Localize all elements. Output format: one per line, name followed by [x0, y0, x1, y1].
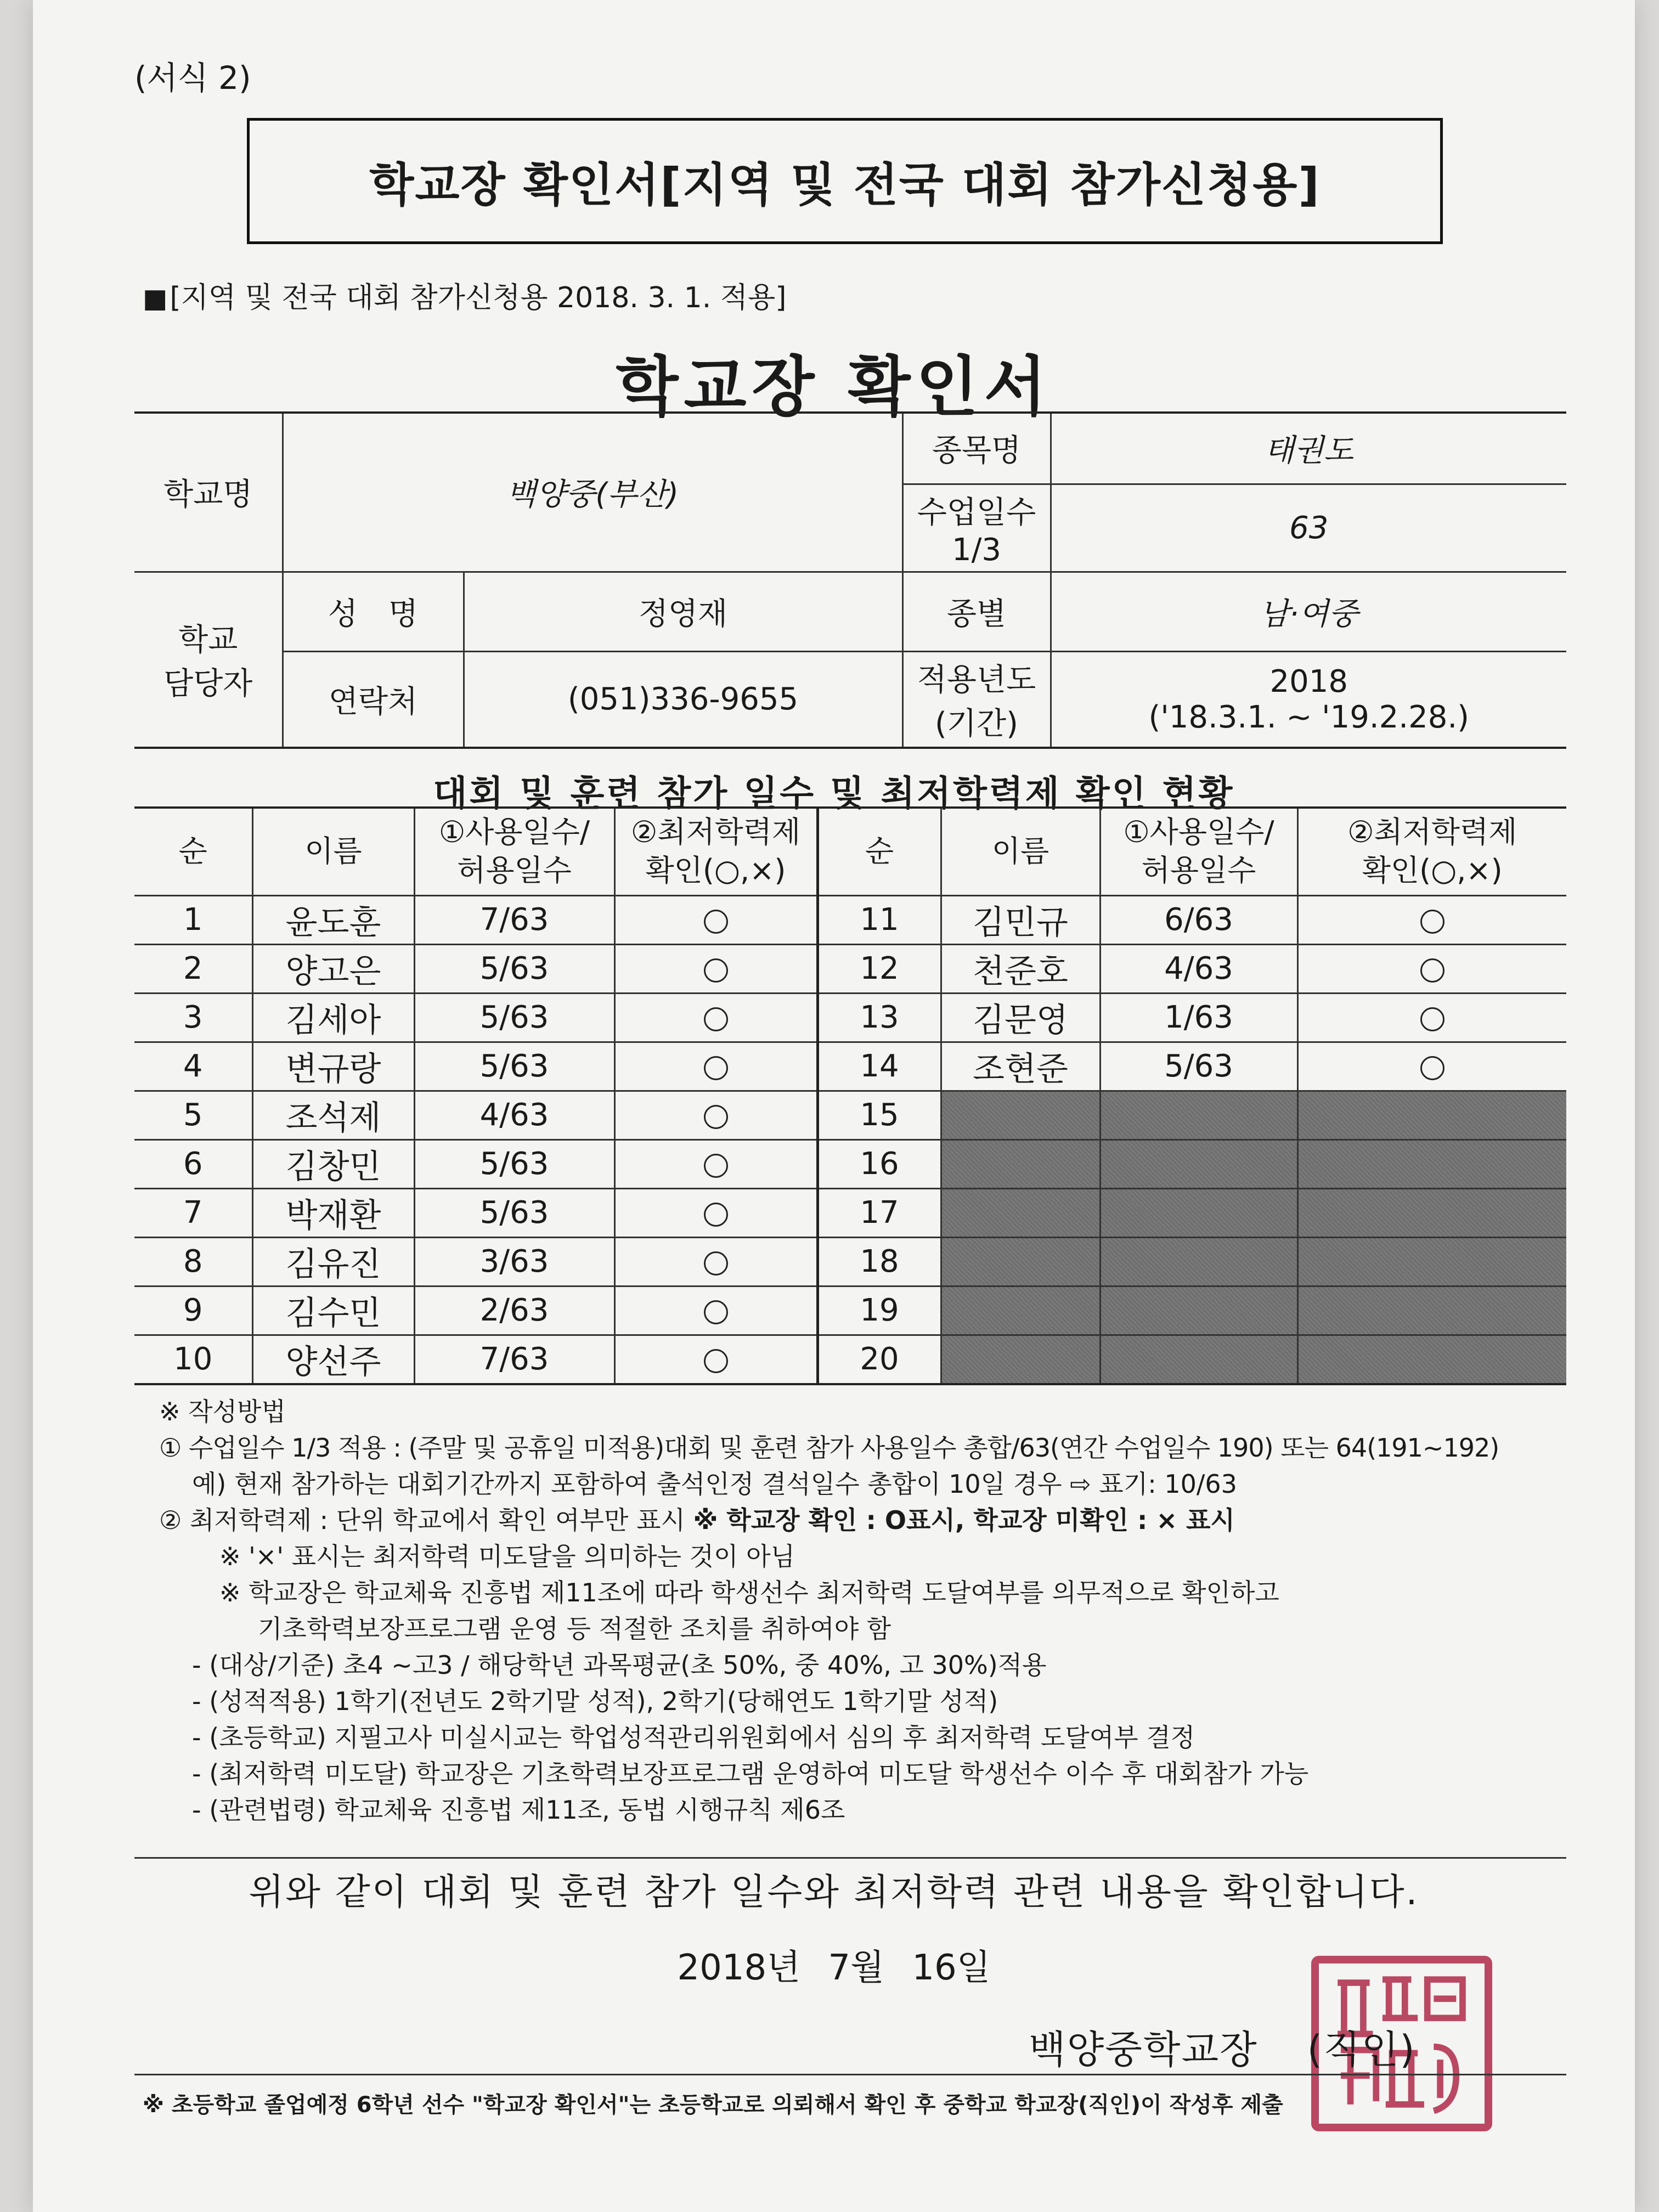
note-dash-1: - (대상/기준) 초4 ~고3 / 해당학년 과목평균(초 50%, 중 40%, 고 30%)적용 — [192, 1650, 1047, 1680]
shaded-cell — [1297, 1091, 1566, 1139]
min-academic-check — [614, 1335, 817, 1384]
header-days-1: ①사용일수/ — [438, 815, 590, 850]
student-name: 조현준 — [941, 1042, 1100, 1091]
min-academic-check — [614, 1139, 817, 1188]
min-academic-check — [1297, 993, 1566, 1042]
days-used: 5/63 — [414, 944, 614, 993]
header-name: 이름 — [252, 808, 414, 895]
min-academic-check — [1297, 944, 1566, 993]
signer-name: 백양중학교장 — [1029, 2027, 1258, 2072]
roster-header-row — [134, 808, 1566, 895]
shaded-cell — [941, 1237, 1100, 1286]
student-name: 양선주 — [252, 1335, 414, 1384]
row-no: 7 — [134, 1188, 252, 1237]
row-no: 15 — [817, 1091, 941, 1139]
row-no: 14 — [817, 1042, 941, 1091]
year-label-1: 적용년도 — [917, 662, 1036, 698]
note-dash-5: - (관련법령) 학교체육 진흥법 제11조, 동법 시행규칙 제6조 — [192, 1795, 845, 1825]
min-academic-check — [614, 1237, 817, 1286]
circle-mark-icon — [704, 1203, 728, 1227]
days-used: 5/63 — [414, 1188, 614, 1237]
row-no: 3 — [134, 993, 252, 1042]
note-2 — [159, 1502, 1564, 1538]
applies-text: [지역 및 전국 대회 참가신청용 2018. 3. 1. 적용] — [170, 281, 787, 314]
min-academic-check — [614, 1286, 817, 1335]
header-check-2: 확인(○,×) — [645, 853, 786, 888]
header-check-right-1: ②최저학력제 — [1347, 815, 1517, 850]
table-row — [134, 1091, 1566, 1139]
student-name: 김세아 — [252, 993, 414, 1042]
days-used: 7/63 — [414, 895, 614, 944]
note-2-plain: ② 최저학력제 : 단위 학교에서 확인 여부만 표시 — [159, 1505, 693, 1535]
student-name: 변규랑 — [252, 1042, 414, 1091]
header-name-right: 이름 — [941, 808, 1100, 895]
shaded-cell — [1100, 1091, 1297, 1139]
table-row — [134, 1335, 1566, 1384]
days-used: 6/63 — [1100, 895, 1297, 944]
confirmation-text: 위와 같이 대회 및 훈련 참가 일수와 최저학력 관련 내용을 확인합니다. — [249, 1871, 1419, 1913]
min-academic-check — [614, 1091, 817, 1139]
row-no: 17 — [817, 1188, 941, 1237]
table-row — [134, 1042, 1566, 1091]
shaded-cell — [1100, 1237, 1297, 1286]
student-name: 조석제 — [252, 1091, 414, 1139]
days-used: 7/63 — [414, 1335, 614, 1384]
row-no: 1 — [134, 895, 252, 944]
type-label: 종별 — [902, 572, 1051, 651]
student-name: 김창민 — [252, 1139, 414, 1188]
divider — [134, 1857, 1566, 1859]
row-no: 11 — [817, 895, 941, 944]
circle-mark-icon — [704, 1056, 728, 1080]
table-row — [134, 944, 1566, 993]
row-no: 19 — [817, 1286, 941, 1335]
shaded-cell — [1297, 1335, 1566, 1384]
contact-person-label-2: 담당자 — [163, 666, 253, 702]
days-used: 2/63 — [414, 1286, 614, 1335]
note-dash-3: - (초등학교) 지필고사 미실시교는 학업성적관리위원회에서 심의 후 최저학력 도달여부 결정 — [192, 1723, 1195, 1752]
school-name-value: 백양중(부산) — [283, 413, 902, 572]
header-check-right — [1297, 808, 1566, 895]
shaded-cell — [941, 1188, 1100, 1237]
header-days-2: 허용일수 — [457, 853, 572, 888]
row-no: 12 — [817, 944, 941, 993]
shaded-cell — [1297, 1188, 1566, 1237]
person-name-label: 성 명 — [283, 572, 464, 651]
student-name: 윤도훈 — [252, 895, 414, 944]
header-check — [614, 808, 817, 895]
school-info-table — [134, 411, 1566, 749]
page-title: 학교장 확인서 — [616, 349, 1052, 425]
circle-mark-icon — [704, 958, 728, 983]
row-no: 16 — [817, 1139, 941, 1188]
student-name: 양고은 — [252, 944, 414, 993]
square-bullet-icon: ■ — [143, 283, 168, 314]
header-check-1: ②최저학력제 — [630, 815, 801, 850]
shaded-cell — [1297, 1237, 1566, 1286]
school-name-label: 학교명 — [134, 413, 283, 572]
footnote-divider — [134, 2074, 1566, 2075]
min-academic-check — [614, 1042, 817, 1091]
row-no: 9 — [134, 1286, 252, 1335]
min-academic-check — [614, 944, 817, 993]
header-no: 순 — [134, 808, 252, 895]
shaded-cell — [1100, 1335, 1297, 1384]
table-row — [134, 1237, 1566, 1286]
phone-value: (051)336-9655 — [464, 651, 902, 748]
note-1a: ① 수업일수 1/3 적용 : (주말 및 공휴일 미적용)대회 및 훈련 참가 사용일수 총합/63(연간 수업일수 190) 또는 64(191~192) — [159, 1433, 1499, 1463]
class-days-ratio: 1/3 — [951, 532, 1002, 568]
days-used: 3/63 — [414, 1237, 614, 1286]
signer-role: (직인) — [1307, 2027, 1416, 2072]
notes-heading: ※ 작성방법 — [159, 1397, 286, 1426]
days-used: 4/63 — [1100, 944, 1297, 993]
boxed-title: 학교장 확인서[지역 및 전국 대회 참가신청용] — [247, 118, 1443, 244]
circle-mark-icon — [704, 910, 728, 934]
row-no: 8 — [134, 1237, 252, 1286]
note-4a: ※ 학교장은 학교체육 진흥법 제11조에 따라 학생선수 최저학력 도달여부를 의무적으로 확인하고 — [219, 1578, 1279, 1607]
note-3: ※ '×' 표시는 최저학력 미도달을 의미하는 것이 아님 — [219, 1542, 795, 1571]
row-no: 13 — [817, 993, 941, 1042]
circle-mark-icon — [1420, 910, 1444, 934]
row-no: 10 — [134, 1335, 252, 1384]
min-academic-check — [614, 895, 817, 944]
year-text: 2018 — [1269, 663, 1348, 699]
header-days-right-1: ①사용일수/ — [1123, 815, 1274, 850]
signer — [1029, 2019, 1416, 2074]
shaded-cell — [1297, 1286, 1566, 1335]
contact-person-label-1: 학교 — [178, 622, 238, 658]
row-no: 5 — [134, 1091, 252, 1139]
min-academic-check — [1297, 1042, 1566, 1091]
circle-mark-icon — [704, 1349, 728, 1373]
note-2-bold: ※ 학교장 확인 : O표시, 학교장 미확인 : × 표시 — [693, 1505, 1235, 1535]
roster-table — [134, 806, 1566, 1385]
table-row — [134, 895, 1566, 944]
type-value: 남·여중 — [1051, 572, 1566, 651]
min-academic-check — [614, 993, 817, 1042]
days-used: 1/63 — [1100, 993, 1297, 1042]
applies-label — [143, 274, 787, 315]
shaded-cell — [1100, 1139, 1297, 1188]
header-no-right: 순 — [817, 808, 941, 895]
circle-mark-icon — [704, 1154, 728, 1178]
year-label-2: (기간) — [935, 706, 1018, 742]
student-name: 김수민 — [252, 1286, 414, 1335]
note-dash-4: - (최저학력 미도달) 학교장은 기초학력보장프로그램 운영하여 미도달 학생선수 이수 후 대회참가 가능 — [192, 1759, 1309, 1788]
shaded-cell — [941, 1139, 1100, 1188]
roster-body — [134, 895, 1566, 1384]
phone-label: 연락처 — [283, 651, 464, 748]
circle-mark-icon — [1420, 1007, 1444, 1031]
class-days-label — [902, 484, 1051, 572]
student-name: 김문영 — [941, 993, 1100, 1042]
note-1b: 예) 현재 참가하는 대회기간까지 포함하여 출석인정 결석일수 총합이 10일 경우 ⇨ 표기: 10/63 — [192, 1469, 1237, 1499]
header-days-right — [1100, 808, 1297, 895]
row-no: 4 — [134, 1042, 252, 1091]
period-text: ('18.3.1. ~ '19.2.28.) — [1148, 699, 1469, 735]
person-name-value: 정영재 — [464, 572, 902, 651]
class-days-value: 63 — [1051, 484, 1566, 572]
year-value — [1051, 651, 1566, 748]
contact-person-label — [134, 572, 283, 748]
circle-mark-icon — [704, 1007, 728, 1031]
student-name: 김민규 — [941, 895, 1100, 944]
sport-value: 태권도 — [1051, 413, 1566, 484]
row-no: 2 — [134, 944, 252, 993]
table-row — [134, 1139, 1566, 1188]
days-used: 5/63 — [414, 1139, 614, 1188]
footnote: ※ 초등학교 졸업예정 6학년 선수 "학교장 확인서"는 초등학교로 의뢰해서 확인 후 중학교 학교장(직인)이 작성후 제출 — [143, 2092, 1283, 2118]
table-row — [134, 1188, 1566, 1237]
days-used: 4/63 — [414, 1091, 614, 1139]
row-no: 6 — [134, 1139, 252, 1188]
header-days — [414, 808, 614, 895]
header-days-right-2: 허용일수 — [1141, 853, 1256, 888]
note-dash-2: - (성적적용) 1학기(전년도 2학기말 성적), 2학기(당해연도 1학기말 성적) — [192, 1686, 998, 1716]
circle-mark-icon — [704, 1300, 728, 1324]
note-4b: 기초학력보장프로그램 운영 등 적절한 조치를 취하여야 함 — [258, 1614, 891, 1644]
circle-mark-icon — [1420, 958, 1444, 983]
header-check-right-2: 확인(○,×) — [1362, 853, 1503, 888]
form-number: (서식 2) — [134, 59, 251, 97]
instructions — [159, 1393, 1564, 1828]
student-name: 김유진 — [252, 1237, 414, 1286]
issue-date: 2018년 7월 16일 — [677, 1948, 991, 1988]
days-used: 5/63 — [414, 1042, 614, 1091]
circle-mark-icon — [704, 1251, 728, 1276]
table-row — [134, 993, 1566, 1042]
year-label — [902, 651, 1051, 748]
shaded-cell — [1100, 1188, 1297, 1237]
days-used: 5/63 — [1100, 1042, 1297, 1091]
student-name: 박재환 — [252, 1188, 414, 1237]
shaded-cell — [1297, 1139, 1566, 1188]
roster-title: 대회 및 훈련 참가 일수 및 최저학력제 확인 현황 — [433, 774, 1235, 814]
table-row — [134, 1286, 1566, 1335]
shaded-cell — [941, 1335, 1100, 1384]
min-academic-check — [614, 1188, 817, 1237]
shaded-cell — [941, 1091, 1100, 1139]
min-academic-check — [1297, 895, 1566, 944]
shaded-cell — [941, 1286, 1100, 1335]
sport-label: 종목명 — [902, 413, 1051, 484]
class-days-label-text: 수업일수 — [917, 494, 1036, 531]
document-page — [33, 0, 1635, 2212]
row-no: 18 — [817, 1237, 941, 1286]
days-used: 5/63 — [414, 993, 614, 1042]
circle-mark-icon — [704, 1105, 728, 1129]
shaded-cell — [1100, 1286, 1297, 1335]
row-no: 20 — [817, 1335, 941, 1384]
circle-mark-icon — [1420, 1056, 1444, 1080]
student-name: 천준호 — [941, 944, 1100, 993]
